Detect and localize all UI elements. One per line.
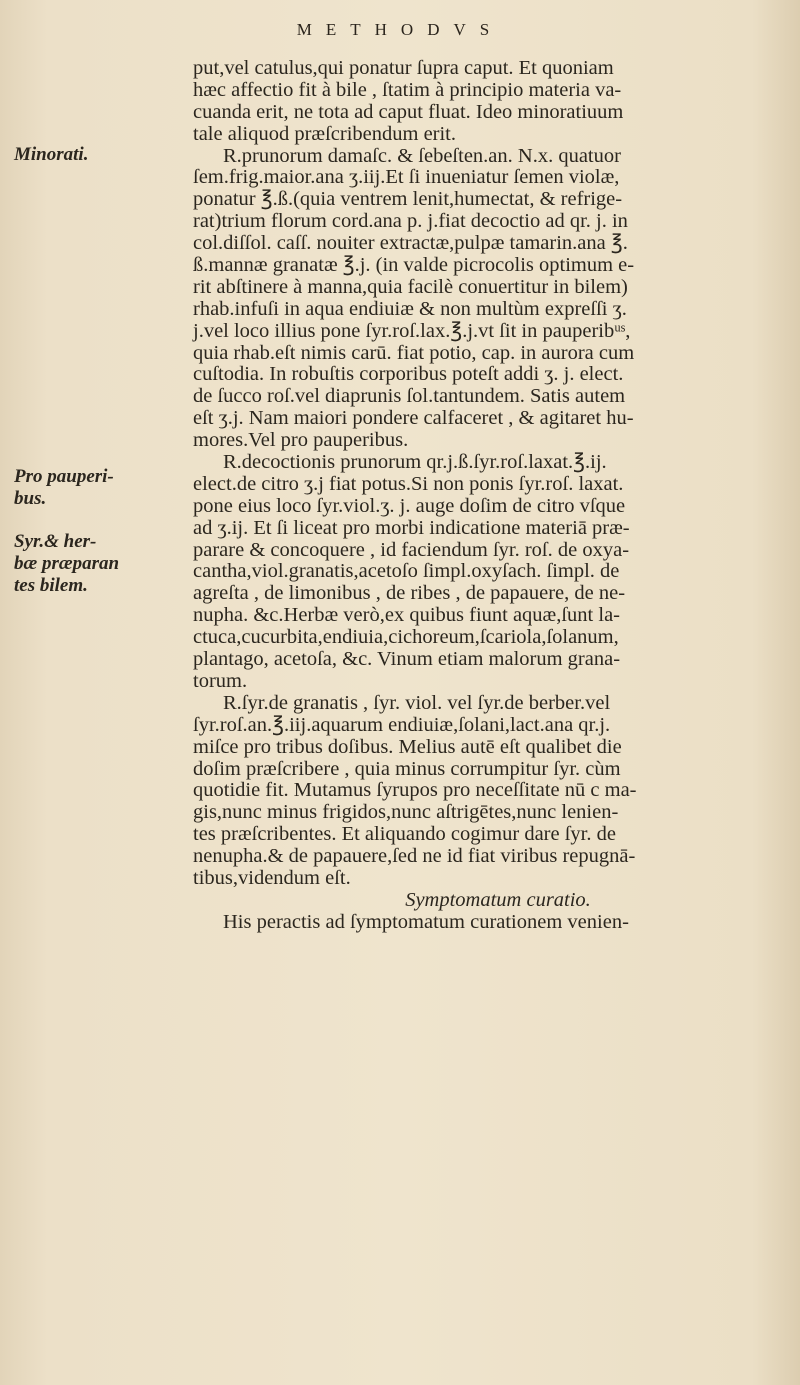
text-line: mores.Vel pro pauperibus.	[193, 429, 409, 452]
text-line: cuanda erit, ne tota ad caput fluat. Ideo minoratiuum	[193, 100, 624, 123]
text-line: tes præſcribentes. Et aliquando cogimur dare ſyr. de	[193, 823, 616, 846]
text-line: His peractis ad ſymptomatum curationem venien-	[223, 910, 629, 933]
body-text	[193, 58, 773, 934]
text-line: ctuca,cucurbita,endiuia,cichoreum,ſcariola,ſolanum,	[193, 626, 619, 649]
text-line: put,vel catulus,qui ponatur ſupra caput. Et quoniam	[193, 57, 614, 79]
running-head: METHODVS	[296, 20, 504, 39]
text-line: tale aliquod præſcribendum erit.	[193, 122, 457, 145]
text-line: R.decoctionis prunorum qr.j.ß.ſyr.roſ.laxat.℥.ij.	[223, 451, 607, 474]
text-line: quotidie fit. Mutamus ſyrupos pro neceſſitate nū c ma-	[193, 779, 637, 802]
text-line: ß.mannæ granatæ ℥.j. (in valde picrocolis optimum e-	[193, 254, 635, 277]
text-line: eſt ʒ.j. Nam maiori pondere calfaceret , & agitaret hu-	[193, 407, 634, 430]
text-line: ad ʒ.ij. Et ſi liceat pro morbi indicatione materiā præ-	[193, 516, 630, 539]
text-line: rhab.infuſi in aqua endiuiæ & non multùm expreſſi ʒ.	[193, 297, 627, 320]
text-line: nupha. &c.Herbæ verò,ex quibus fiunt aquæ,ſunt la-	[193, 604, 620, 627]
margin-note-line: Pro pauperi-	[14, 466, 114, 487]
margin-note-minorati	[14, 144, 189, 166]
text-line: R.prunorum damaſc. & ſebeſten.an. N.x. quatuor	[223, 144, 621, 167]
text-line: elect.de citro ʒ.j fiat potus.Si non ponis ſyr.roſ. laxat.	[193, 472, 624, 495]
margin-note-line: bus.	[14, 488, 47, 509]
text-line: ponatur ℥.ß.(quia ventrem lenit,humectat, & refrige-	[193, 188, 623, 211]
text-line: tibus,videndum eſt.	[193, 866, 351, 889]
text-line: rit abſtinere à manna,quia facilè conuertitur in bilem)	[193, 275, 628, 298]
margin-note-line: tes bilem.	[14, 575, 88, 596]
text-line: rat)trium florum cord.ana p. j.fiat decoctio ad qr. j. in	[193, 210, 628, 233]
text-line: nenupha.& de papauere,ſed ne id fiat viribus repugnā-	[193, 845, 636, 868]
margin-note-line: bæ præparan	[14, 553, 120, 574]
margin-note-pro-pauperibus	[14, 466, 189, 510]
text-line: cantha,viol.granatis,acetoſo ſimpl.oxyſach. ſimpl. de	[193, 560, 620, 583]
text-line: doſim præſcribere , quia minus corrumpitur ſyr. cùm	[193, 757, 621, 780]
text-line: R.ſyr.de granatis , ſyr. viol. vel ſyr.de berber.vel	[223, 691, 611, 714]
text-line: j.vel loco illius pone ſyr.roſ.lax.℥.j.vt ſit in pauperibᵘˢ,	[193, 319, 631, 342]
text-line: torum.	[193, 669, 248, 692]
margin-note-line: Minorati.	[14, 144, 89, 165]
text-line: miſce pro tribus doſibus. Melius autē eſt qualibet die	[193, 735, 622, 758]
text-line: de ſucco roſ.vel diaprunis ſol.tantundem. Satis autem	[193, 385, 626, 408]
text-line: hæc affectio fit à bile , ſtatim à principio materia va-	[193, 78, 622, 101]
margin-note-syr-herbae	[14, 531, 189, 597]
text-line: plantago, acetoſa, &c. Vinum etiam malorum grana-	[193, 648, 621, 671]
text-line: parare & concoquere , id faciendum ſyr. roſ. de oxya-	[193, 538, 630, 561]
text-line: ſem.frig.maior.ana ʒ.iij.Et ſi inueniatur ſemen violæ,	[193, 166, 620, 189]
text-line: col.diſſol. caſſ. nouiter extractæ,pulpæ tamarin.ana ℥.	[193, 232, 628, 255]
text-line: quia rhab.eſt nimis carū. fiat potio, cap. in aurora cum	[193, 341, 635, 364]
text-line: cuſtodia. In robuſtis corporibus poteſt addi ʒ. j. elect.	[193, 363, 624, 386]
text-line: pone eius loco ſyr.viol.ʒ. j. auge doſim de citro vſque	[193, 494, 626, 517]
section-heading: Symptomatum curatio.	[405, 888, 591, 911]
text-line: gis,nunc minus frigidos,nunc aſtrigētes,nunc lenien-	[193, 801, 619, 824]
margin-note-line: Syr.& her-	[14, 531, 97, 552]
text-line: ſyr.roſ.an.℥.iij.aquarum endiuiæ,ſolani,lact.ana qr.j.	[193, 713, 611, 736]
text-line: agreſta , de limonibus , de ribes , de papauere, de ne-	[193, 582, 626, 605]
